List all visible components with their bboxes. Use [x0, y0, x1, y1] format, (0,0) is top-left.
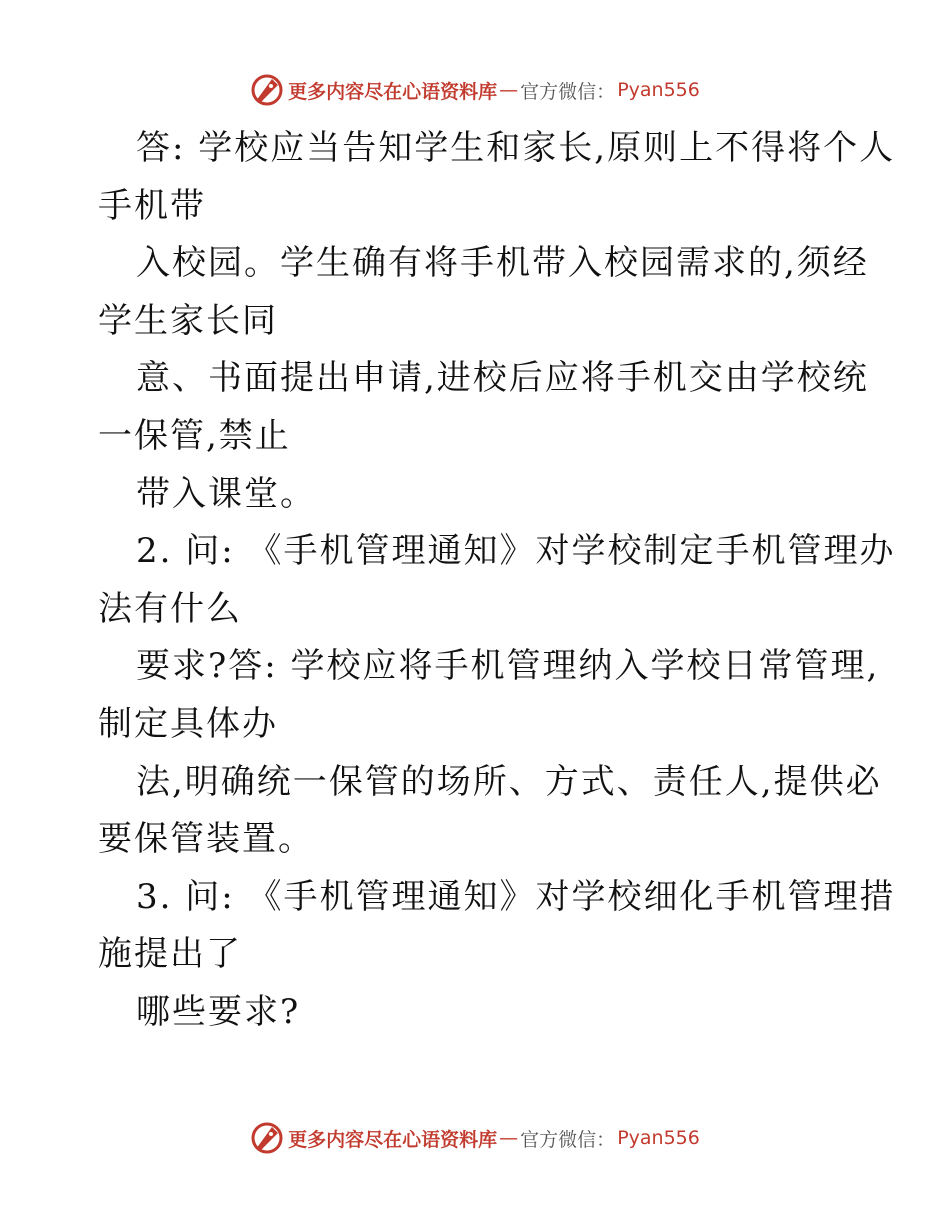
pen-nib-logo-icon [250, 73, 284, 107]
banner-official-label: 官方微信： [520, 1128, 616, 1151]
body-line-5: 意、书面提出申请,进校后应将手机交由学校统 [136, 358, 869, 399]
body-line-6: 一保管,禁止 [98, 415, 291, 456]
body-line-8: 2. 问: 《手机管理通知》对学校制定手机管理办 [136, 531, 896, 572]
banner-dash: — [499, 1127, 519, 1149]
pen-nib-logo-icon [250, 1121, 284, 1155]
footer-banner [0, 1118, 950, 1158]
document-body [98, 120, 896, 1042]
body-line-14: 3. 问: 《手机管理通知》对学校细化手机管理措 [136, 876, 896, 917]
banner-promo-text: 更多内容尽在心语资料库 [288, 1128, 498, 1151]
body-line-4: 学生家长同 [98, 300, 278, 341]
banner-wechat-id: Pyan556 [617, 79, 700, 101]
banner-wechat-id: Pyan556 [617, 1127, 700, 1149]
body-line-10: 要求?答: 学校应将手机管理纳入学校日常管理, [136, 646, 880, 687]
body-line-3: 入校园。学生确有将手机带入校园需求的,须经 [136, 243, 869, 284]
banner-dash: — [499, 79, 519, 101]
banner-promo-text: 更多内容尽在心语资料库 [288, 80, 498, 103]
body-line-9: 法有什么 [98, 588, 242, 629]
banner-official-label: 官方微信： [520, 80, 616, 103]
body-line-2: 手机带 [98, 185, 206, 226]
body-line-7: 带入课堂。 [136, 473, 316, 514]
body-line-11: 制定具体办 [98, 703, 278, 744]
body-line-13: 要保管装置。 [98, 819, 314, 860]
body-line-1: 答: 学校应当告知学生和家长,原则上不得将个人 [136, 128, 896, 168]
body-line-15: 施提出了 [98, 934, 242, 975]
body-line-16: 哪些要求? [136, 991, 301, 1032]
header-banner [0, 70, 950, 110]
body-line-12: 法,明确统一保管的场所、方式、责任人,提供必 [136, 761, 882, 802]
